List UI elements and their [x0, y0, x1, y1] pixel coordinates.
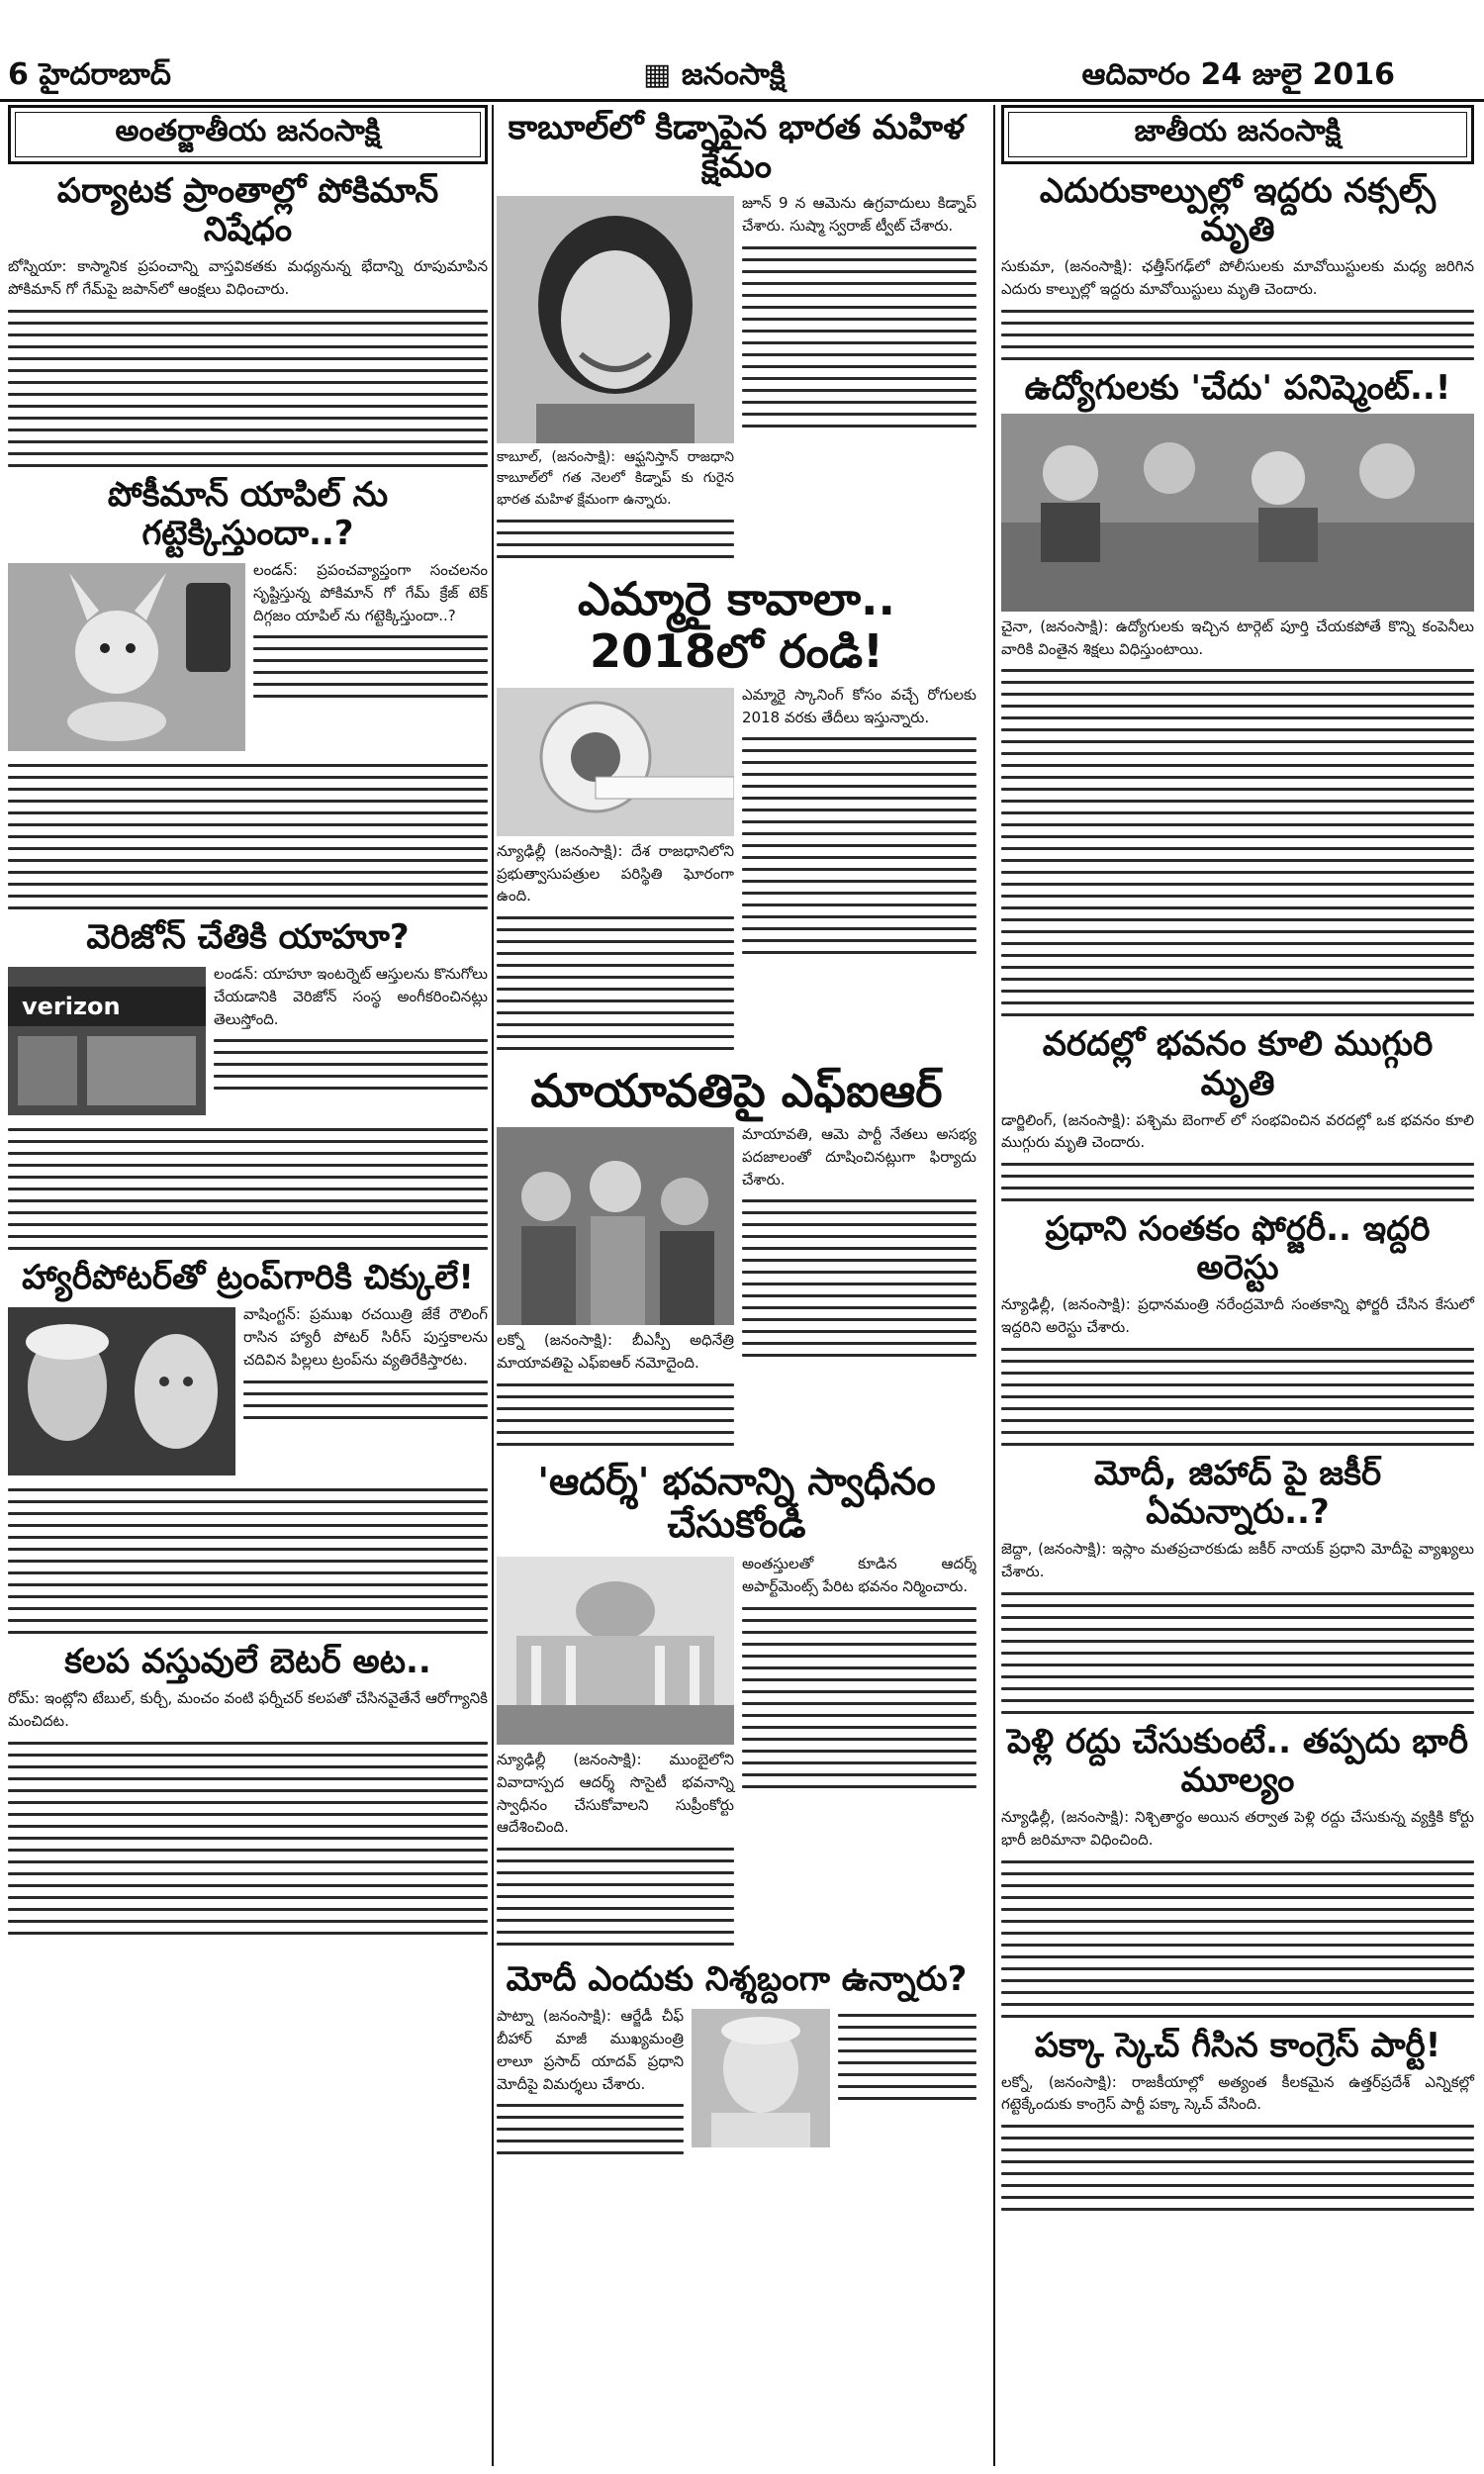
article-lead: లక్నో, (జనంసాక్షి): రాజకీయాల్లో అత్యంత కీలకమైన ఉత్తర్‌ప్రదేశ్ ఎన్నికల్లో గట్టెక్కేందుకు కాంగ్రెస్ పార్టీ పక్కా స్కెచ్ వేసింది. [1001, 2072, 1474, 2114]
article-lead: చైనా, (జనంసాక్షి): ఉద్యోగులకు ఇచ్చిన టార్గెట్ పూర్తి చేయకపోతే కొన్ని కంపెనీలు వారికి వింతైన శిక్షలు విధిస్తుంటాయి. [1001, 617, 1474, 658]
article-body-lines [742, 246, 976, 428]
issue-date: ఆదివారం 24 జులై 2016 [1081, 57, 1395, 92]
headline: పర్యాటక ప్రాంతాల్లో పోకిమాన్ నిషేధం [56, 171, 439, 250]
article-lead: న్యూఢిల్లీ, (జనంసాక్షి): ప్రధానమంత్రి నరేంద్రమోదీ సంతకాన్ని ఫోర్జరీ చేసిన కేసులో ఇద్దరిని అరెస్టు చేశారు. [1001, 1295, 1474, 1337]
article-body-lines [742, 1607, 976, 1788]
supreme-court-photo [497, 1557, 734, 1745]
column-divider [993, 105, 995, 2466]
headline: పోకీమాన్ యాపిల్ ను గట్టెక్కిస్తుందా..? [107, 474, 389, 553]
page-number: 6 [8, 57, 29, 92]
article-body-lines [838, 2014, 976, 2100]
headline: మోదీ ఎందుకు నిశ్శబ్దంగా ఉన్నారు? [506, 1959, 968, 2000]
article-body-lines [8, 1742, 488, 1935]
middle-column [497, 105, 976, 2163]
headline: మాయావతిపై ఎఫ్ఐఆర్ [530, 1064, 943, 1118]
article-employee-punishment [1001, 369, 1474, 1017]
article-body-lines [8, 1488, 488, 1634]
article-lead: రోమ్: ఇంట్లోని టేబుల్, కుర్చీ, మంచం వంటి ఫర్నీచర్ కలపతో చేసినవైతేనే ఆరోగ్యానికి మంచిదట. [8, 1689, 488, 1731]
pikachu-photo [8, 563, 245, 751]
article-building-collapse [1001, 1025, 1474, 1201]
article-body-lines [253, 635, 488, 698]
article-body-lines [742, 1199, 976, 1357]
article-harry-potter-trump [8, 1259, 488, 1634]
headline: ఎదురుకాల్పుల్లో ఇద్దరు నక్సల్స్ మృతి [1039, 171, 1437, 250]
headline: కాబూల్‌లో కిడ్నాపైన భారత మహిళ క్షేమం [508, 108, 966, 187]
logo-icon: ▦ [643, 57, 672, 92]
article-lead: లండన్: యాహూ ఇంటర్నెట్ ఆస్తులను కొనుగోలు చేయడానికి వెరిజోన్ సంస్థ అంగీకరించినట్లు తెలుస్తోంది. [214, 965, 488, 1028]
article-pokemon-apple [8, 476, 488, 909]
mri-machine-photo [497, 688, 734, 836]
headline: ప్రధాని సంతకం ఫోర్జరీ.. ఇద్దరి అరెస్టు [1045, 1209, 1431, 1288]
article-wooden-furniture [8, 1643, 488, 1935]
article-pokemon-ban [8, 172, 488, 467]
article-body-lines [497, 1383, 734, 1446]
article-body: మాయావతి, ఆమె పార్టీ నేతలు అసభ్య పదజాలంతో దూషించినట్లుగా ఫిర్యాదు చేశారు. [742, 1125, 976, 1189]
article-lead: పాట్నా (జనంసాక్షి): ఆర్జేడీ చీఫ్ బీహార్ మాజీ ముఖ్యమంత్రి లాలూ ప్రసాద్ యాదవ్ ప్రధాని మోదీపై విమర్శలు చేశారు. [497, 2007, 684, 2093]
article-body-lines [1001, 1163, 1474, 1201]
article-body-lines [497, 916, 734, 1050]
article-mri-2018 [497, 573, 976, 1059]
masthead [0, 0, 1484, 99]
article-lead: డార్జిలింగ్, (జనంసాక్షి): పశ్చిమ బెంగాల్ లో సంభవించిన వరదల్లో ఒక భవనం కూలి ముగ్గురు మృతి చెందారు. [1001, 1110, 1474, 1152]
verizon-store-photo [8, 967, 206, 1115]
article-body-lines [1001, 1592, 1474, 1714]
article-marriage-cancel [1001, 1723, 1474, 2018]
article-lead: లక్నో (జనంసాక్షి): బీఎస్పీ అధినేత్రి మాయావతిపై ఎఫ్ఐఆర్ నమోదైంది. [497, 1331, 734, 1372]
headline: పెళ్లి రద్దు చేసుకుంటే.. తప్పదు భారీ మూల్యం [1006, 1721, 1468, 1800]
paper-title: జనంసాక్షి [681, 57, 786, 92]
article-body-lines [1001, 669, 1474, 1016]
article-body-lines [497, 2104, 684, 2154]
article-body: అంతస్తులతో కూడిన ఆదర్శ్ అపార్ట్‌మెంట్స్ పేరిట భవనం నిర్మించారు. [742, 1555, 976, 1595]
article-verizon-yahoo [8, 918, 488, 1250]
article-body: ఎమ్మారై స్కానింగ్ కోసం వచ్చే రోగులకు 2018 వరకు తేదీలు ఇస్తున్నారు. [742, 685, 976, 726]
headline: వెరిజోన్ చేతికి యాహూ? [86, 916, 410, 957]
article-congress-sketch [1001, 2027, 1474, 2212]
article-lead: జూన్ 9 న ఆమెను ఉగ్రవాదులు కిడ్నాప్ చేశారు. సుష్మా స్వరాజ్ ట్వీట్ చేశారు. [742, 194, 976, 235]
headline: కలప వస్తువులే బెటర్ అట.. [64, 1642, 431, 1682]
lalu-portrait-photo [692, 2009, 830, 2147]
page-header-left [8, 57, 171, 99]
article-lead: న్యూఢిల్లీ (జనంసాక్షి): దేశ రాజధానిలోని ప్రభుత్వాసుపత్రుల పరిస్థితి ఘోరంగా ఉంది. [497, 841, 734, 905]
article-body-lines [497, 520, 734, 558]
headline: హ్యారీపోటర్‌తో ట్రంప్‌గారికి చిక్కులే! [22, 1258, 474, 1298]
left-column [8, 105, 488, 1944]
article-pm-signature-forgery [1001, 1210, 1474, 1446]
article-body-lines [1001, 1860, 1474, 2018]
trump-voldemort-photo [8, 1307, 235, 1475]
article-lead: లండన్: ప్రపంచవ్యాప్తంగా సంచలనం సృష్టిస్తున్న పోకిమాన్ గో గేమ్ క్రేజ్ టెక్ దిగ్గజం యాపిల్ ను గట్టెక్కిస్తుందా..? [253, 560, 488, 624]
city-name: హైదరాబాద్ [39, 57, 171, 92]
article-body-lines [243, 1380, 488, 1419]
article-body-lines [8, 1128, 488, 1250]
headline: ఉద్యోగులకు 'చేదు' పనిష్మెంట్..! [1024, 367, 1451, 408]
article-lead: వాషింగ్టన్: ప్రముఖ రచయిత్రి జేకే రౌలింగ్ రాసిన హ్యారీ పోటర్ సిరీస్ పుస్తకాలను చదివిన పిల్లలు ట్రంప్‌ను వ్యతిరేకిస్తారట. [243, 1305, 488, 1369]
article-naxals-killed [1001, 172, 1474, 360]
section-banner-international: అంతర్జాతీయ జనంసాక్షి [8, 105, 488, 164]
headline: ఎమ్మారై కావాలా.. 2018లో రండి! [578, 571, 895, 678]
article-lead: జెద్దా, (జనంసాక్షి): ఇస్లాం మతప్రచారకుడు జకీర్ నాయక్ ప్రధాని మోదీపై వ్యాఖ్యలు చేశారు. [1001, 1540, 1474, 1581]
article-lead: న్యూఢిల్లీ (జనంసాక్షి): ముంబైలోని వివాదాస్పద ఆదర్శ్ సొసైటీ భవనాన్ని స్వాధీనం చేసుకోవాలని సుప్రీంకోర్టు ఆదేశించింది. [497, 1751, 734, 1837]
column-divider [492, 105, 494, 2466]
article-kabul-woman [497, 109, 976, 567]
store-sign-text: verizon [22, 993, 121, 1021]
article-modi-silent [497, 1960, 976, 2163]
article-body-lines [1001, 2125, 1474, 2211]
article-adarsh-building [497, 1461, 976, 1955]
article-body-lines [742, 737, 976, 954]
article-lead: బోస్నియా: కాస్మానిక ప్రపంచాన్ని వాస్తవికతకు మధ్యనున్న భేదాన్ని రూపుమాపిన పోకిమాన్ గో గేమ్‌పై జపాన్‌లో ఆంక్షలు విధించారు. [8, 257, 488, 298]
photo-caption: కాబూల్, (జనంసాక్షి): ఆఫ్ఘనిస్తాన్ రాజధాని కాబూల్‌లో గత నెలలో కిడ్నాప్ కు గురైన భారత మహిళ క్షేమంగా ఉన్నారు. [497, 449, 734, 508]
section-banner-national: జాతీయ జనంసాక్షి [1001, 105, 1474, 164]
headline: పక్కా స్కెచ్ గీసిన కాంగ్రెస్ పార్టీ! [1034, 2025, 1441, 2065]
headline: వరదల్లో భవనం కూలి ముగ్గురి మృతి [1042, 1024, 1434, 1103]
article-body-lines [1001, 310, 1474, 360]
article-body-lines [497, 1848, 734, 1946]
paper-name [643, 57, 786, 99]
protest-crowd-photo [497, 1127, 734, 1325]
article-lead: సుకుమా, (జనంసాక్షి): ఛత్తీస్‌గఢ్‌లో పోలీసులకు మావోయిస్టులకు మధ్య జరిగిన ఎదురు కాల్పుల్లో ఇద్దరు మావోయిస్టులు మృతి చెందారు. [1001, 257, 1474, 298]
employees-eating-photo [1001, 414, 1474, 612]
article-body-lines [8, 764, 488, 909]
masthead-rule [0, 99, 1484, 102]
article-zakir-naik [1001, 1455, 1474, 1714]
article-body-lines [214, 1039, 488, 1090]
woman-portrait-photo [497, 196, 734, 443]
article-body-lines [1001, 1348, 1474, 1446]
right-column [1001, 105, 1474, 2220]
article-body-lines [8, 310, 488, 467]
article-lead: న్యూఢిల్లీ, (జనంసాక్షి): నిశ్చితార్థం అయిన తర్వాత పెళ్లి రద్దు చేసుకున్న వ్యక్తికి కోర్టు భారీ జరిమానా విధించింది. [1001, 1808, 1474, 1849]
article-mayawati-fir [497, 1065, 976, 1454]
headline: మోదీ, జిహాద్ పై జకీర్ ఏమన్నారు..? [1093, 1454, 1382, 1533]
headline: 'ఆదర్శ్' భవనాన్ని స్వాధీనం చేసుకోండి [537, 1459, 936, 1547]
